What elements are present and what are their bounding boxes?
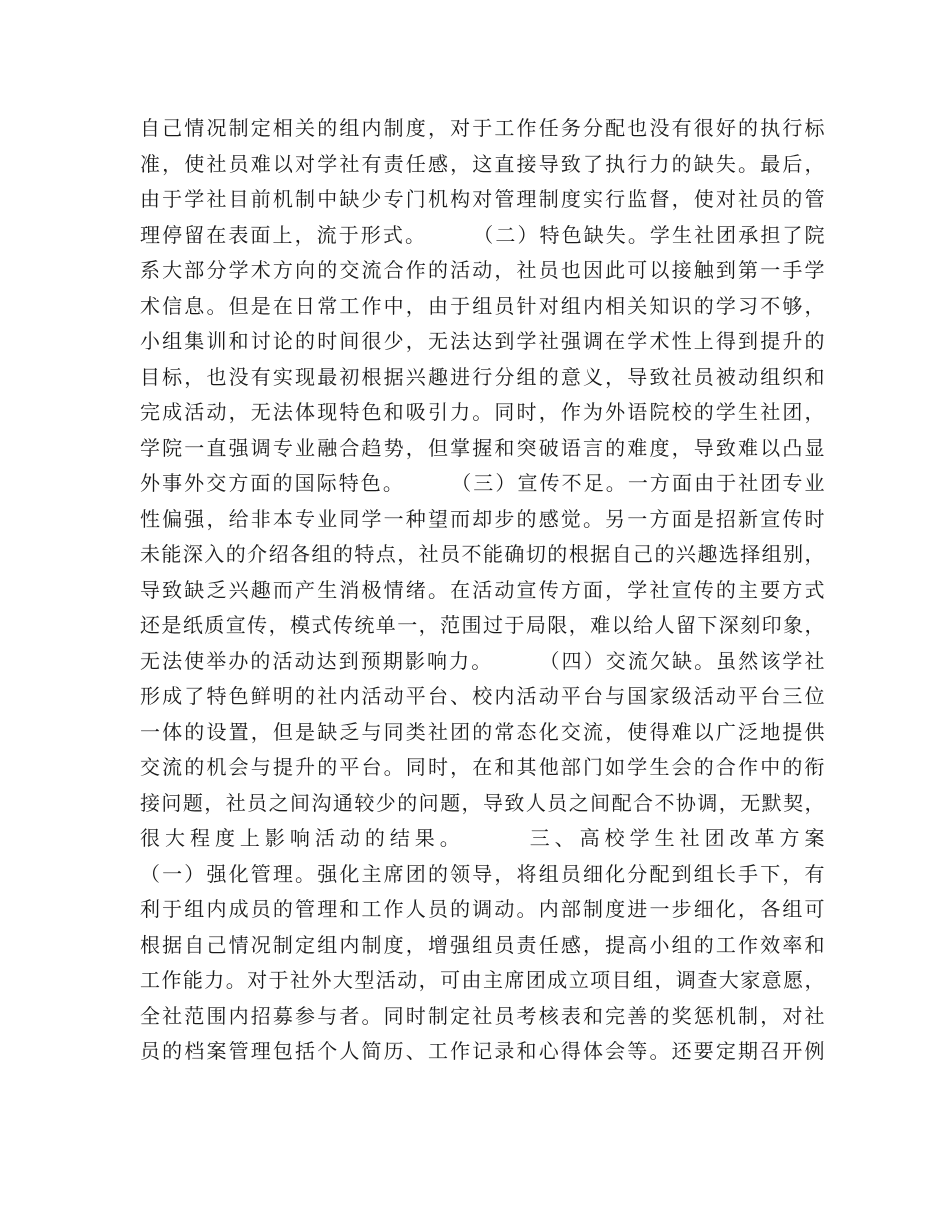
text-line: 准，使社员难以对学社有责任感，这直接导致了执行力的缺失。最后， xyxy=(140,151,825,176)
text-line: 未能深入的介绍各组的特点，社员不能确切的根据自己的兴趣选择组别， xyxy=(140,542,825,566)
text-line: 形成了特色鲜明的社内活动平台、校内活动平台与国家级活动平台三位 xyxy=(140,684,825,708)
text-line: 员的档案管理包括个人简历、工作记录和心得体会等。还要定期召开例 xyxy=(140,1039,825,1063)
text-line: 系大部分学术方向的交流合作的活动，社员也因此可以接触到第一手学 xyxy=(140,258,825,282)
text-line: 全社范围内招募参与者。同时制定社员考核表和完善的奖惩机制，对社 xyxy=(140,1003,825,1028)
text-line: 自己情况制定相关的组内制度，对于工作任务分配也没有很好的执行标 xyxy=(140,116,825,140)
text-line: 完成活动，无法体现特色和吸引力。同时，作为外语院校的学生社团， xyxy=(140,400,825,424)
text-line: 很大程度上影响活动的结果。 三、高校学生社团改革方案 xyxy=(140,826,825,850)
text-line: 工作能力。对于社外大型活动，可由主席团成立项目组，调查大家意愿， xyxy=(140,968,825,992)
text-line: 术信息。但是在日常工作中，由于组员针对组内相关知识的学习不够， xyxy=(140,293,825,318)
body-text xyxy=(140,111,825,1070)
text-line: 交流的机会与提升的平台。同时，在和其他部门如学生会的合作中的衔 xyxy=(140,755,825,779)
text-line: 根据自己情况制定组内制度，增强组员责任感，提高小组的工作效率和 xyxy=(140,932,825,957)
text-line: 由于学社目前机制中缺少专门机构对管理制度实行监督，使对社员的管 xyxy=(140,187,825,211)
text-line: 还是纸质宣传，模式传统单一，范围过于局限，难以给人留下深刻印象， xyxy=(140,613,825,637)
text-line: 小组集训和讨论的时间很少，无法达到学社强调在学术性上得到提升的 xyxy=(140,329,825,353)
text-line: （一）强化管理。强化主席团的领导，将组员细化分配到组长手下，有 xyxy=(140,861,825,886)
text-line: 利于组内成员的管理和工作人员的调动。内部制度进一步细化，各组可 xyxy=(140,897,825,921)
text-line: 导致缺乏兴趣而产生消极情绪。在活动宣传方面，学社宣传的主要方式 xyxy=(140,577,825,602)
text-line: 理停留在表面上，流于形式。 （二）特色缺失。学生社团承担了院 xyxy=(140,222,825,247)
text-line: 无法使举办的活动达到预期影响力。 （四）交流欠缺。虽然该学社 xyxy=(140,648,825,673)
text-line: 外事外交方面的国际特色。 （三）宣传不足。一方面由于社团专业 xyxy=(140,471,825,495)
text-line: 接问题，社员之间沟通较少的问题，导致人员之间配合不协调，无默契， xyxy=(140,790,825,815)
text-line: 学院一直强调专业融合趋势，但掌握和突破语言的难度，导致难以凸显 xyxy=(140,435,825,460)
text-line: 目标，也没有实现最初根据兴趣进行分组的意义，导致社员被动组织和 xyxy=(140,364,825,389)
text-line: 一体的设置，但是缺乏与同类社团的常态化交流，使得难以广泛地提供 xyxy=(140,719,825,744)
text-line: 性偏强，给非本专业同学一种望而却步的感觉。另一方面是招新宣传时 xyxy=(140,506,825,531)
